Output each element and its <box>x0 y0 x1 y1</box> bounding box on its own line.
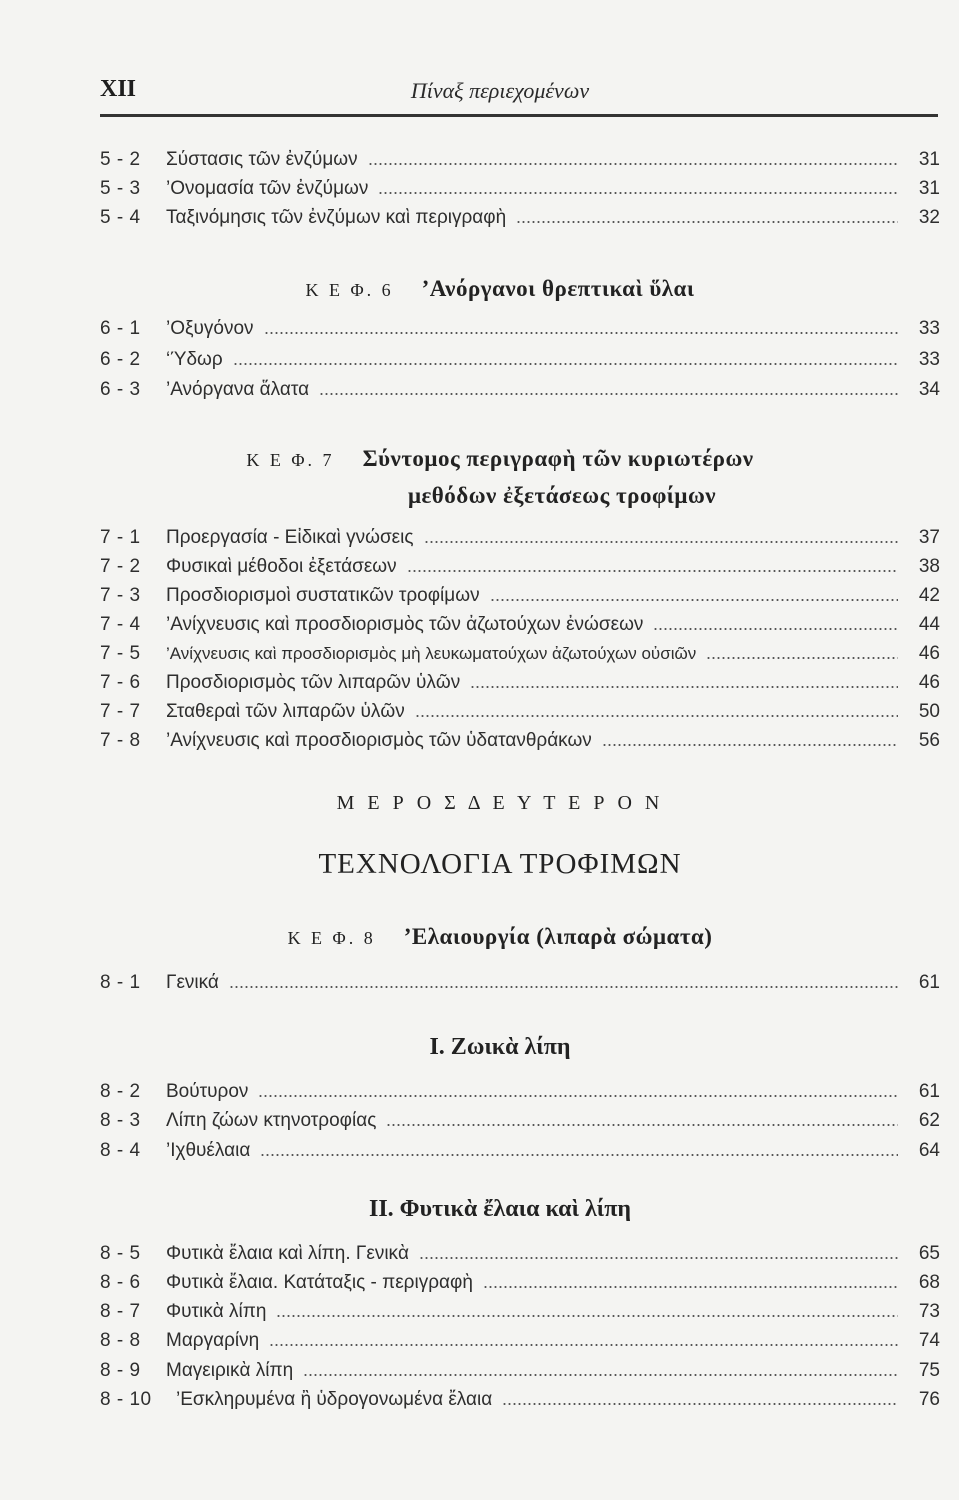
part-label: Μ Ε Ρ Ο Σ Δ Ε Υ Τ Ε Ρ Ο Ν <box>336 792 664 814</box>
entry-number: 7 - 2 <box>100 556 141 577</box>
dot-leader <box>407 570 898 572</box>
toc-entry <box>100 316 940 342</box>
toc-entry <box>100 1079 940 1105</box>
entry-number: 6 - 1 <box>100 318 141 339</box>
toc-entry <box>100 525 940 551</box>
entry-title: ‘Ύδωρ <box>166 349 223 370</box>
entry-number: 7 - 1 <box>100 527 141 548</box>
entry-number: 8 - 8 <box>100 1330 141 1351</box>
entry-number: 6 - 2 <box>100 349 141 370</box>
entry-title: Φυτικὰ ἔλαια καὶ λίπη. Γενικὰ <box>166 1243 410 1264</box>
entry-page: 32 <box>918 207 940 228</box>
entry-number: 8 - 1 <box>100 972 141 993</box>
dot-leader <box>258 1095 898 1097</box>
toc-entry <box>100 1358 940 1384</box>
toc-entry <box>100 1387 940 1413</box>
chapter-6-heading <box>0 276 959 302</box>
entry-title: ’Ανίχνευσις καὶ προσδιορισμὸς τῶν ἀζωτούχων ἐνώσεων <box>166 614 644 635</box>
entry-title: ’Οξυγόνον <box>166 318 254 339</box>
entry-page: 46 <box>918 643 940 664</box>
entry-page: 38 <box>918 556 940 577</box>
entry-number: 6 - 3 <box>100 379 141 400</box>
dot-leader <box>260 1154 898 1156</box>
entry-number: 5 - 2 <box>100 149 141 170</box>
chapter-label: Κ Ε Φ. 8 <box>287 928 376 948</box>
entry-title: Προσδιορισμὸς τῶν λιπαρῶν ὑλῶν <box>166 672 461 693</box>
entry-number: 8 - 7 <box>100 1301 141 1322</box>
toc-entry <box>100 147 940 173</box>
chapter-label: Κ Ε Φ. 7 <box>246 450 335 470</box>
dot-leader <box>319 393 898 395</box>
chapter-7-heading <box>0 446 959 472</box>
entry-title: Σταθεραὶ τῶν λιπαρῶν ὑλῶν <box>166 701 405 722</box>
entry-page: 42 <box>918 585 940 606</box>
toc-entry <box>100 377 940 403</box>
dot-leader <box>415 715 898 717</box>
entry-number: 8 - 5 <box>100 1243 141 1264</box>
dot-leader <box>424 541 898 543</box>
toc-entry <box>100 1138 940 1164</box>
dot-leader <box>378 192 898 194</box>
entry-page: 31 <box>918 149 940 170</box>
entry-title: Σύστασις τῶν ἐνζύμων <box>166 149 358 170</box>
entry-title: Προεργασία - Εἰδικαὶ γνώσεις <box>166 527 414 548</box>
entry-page: 37 <box>918 527 940 548</box>
entry-title: ’Ανίχνευσις καὶ προσδιορισμὸς τῶν ὑδατανθράκων <box>166 730 592 751</box>
chapter-title: ’Ανόργανοι θρεπτικαὶ ὕλαι <box>421 276 695 301</box>
entry-number: 8 - 10 <box>100 1389 152 1410</box>
entry-number: 8 - 2 <box>100 1081 141 1102</box>
toc-entry <box>100 641 940 667</box>
entry-page: 50 <box>918 701 940 722</box>
dot-leader <box>483 1286 898 1288</box>
entry-page: 61 <box>918 972 940 993</box>
entry-title: ’Ονομασία τῶν ἐνζύμων <box>166 178 369 199</box>
dot-leader <box>368 163 898 165</box>
dot-leader <box>264 332 898 334</box>
toc-entry <box>100 347 940 373</box>
entry-number: 5 - 3 <box>100 178 141 199</box>
entry-number: 7 - 4 <box>100 614 141 635</box>
section-heading-1: I. Ζωικὰ λίπη <box>429 1034 571 1060</box>
toc-entry <box>100 1270 940 1296</box>
entry-page: 33 <box>918 349 940 370</box>
entry-number: 8 - 6 <box>100 1272 141 1293</box>
toc-entry <box>100 970 940 996</box>
toc-entry <box>100 1299 940 1325</box>
entry-page: 34 <box>918 379 940 400</box>
dot-leader <box>602 744 898 746</box>
dot-leader <box>276 1315 898 1317</box>
toc-entry <box>100 670 940 696</box>
dot-leader <box>386 1124 898 1126</box>
entry-page: 68 <box>918 1272 940 1293</box>
dot-leader <box>233 363 898 365</box>
entry-title: Μαργαρίνη <box>166 1330 260 1351</box>
dot-leader <box>706 657 898 659</box>
toc-entry <box>100 205 940 231</box>
entry-page: 65 <box>918 1243 940 1264</box>
entry-number: 7 - 6 <box>100 672 141 693</box>
entry-page: 76 <box>918 1389 940 1410</box>
entry-number: 7 - 7 <box>100 701 141 722</box>
entry-title: ’Ιχθυέλαια <box>166 1140 251 1161</box>
entry-page: 46 <box>918 672 940 693</box>
dot-leader <box>303 1374 898 1376</box>
toc-entry <box>100 1108 940 1134</box>
page-number: XII <box>100 76 137 102</box>
entry-title: Ταξινόμησις τῶν ἐνζύμων καὶ περιγραφὴ <box>166 207 507 228</box>
dot-leader <box>419 1257 898 1259</box>
entry-number: 5 - 4 <box>100 207 141 228</box>
chapter-title-line-2: μεθόδων ἐξετάσεως τροφίμων <box>407 483 717 508</box>
entry-page: 73 <box>918 1301 940 1322</box>
chapter-label: Κ Ε Φ. 6 <box>305 280 394 300</box>
entry-number: 8 - 4 <box>100 1140 141 1161</box>
entry-title: Προσδιορισμοὶ συστατικῶν τροφίμων <box>166 585 480 606</box>
entry-title: Βούτυρον <box>166 1081 249 1102</box>
chapter-7-heading-cont <box>0 483 959 509</box>
dot-leader <box>490 599 898 601</box>
chapter-title: ’Ελαιουργία (λιπαρὰ σώματα) <box>403 924 713 949</box>
entry-title: Γενικά <box>166 972 219 993</box>
entry-page: 56 <box>918 730 940 751</box>
entry-title: Μαγειρικὰ λίπη <box>166 1360 294 1381</box>
chapter-8-heading <box>0 924 959 950</box>
toc-entry <box>100 1328 940 1354</box>
toc-entry <box>100 699 940 725</box>
dot-leader <box>470 686 898 688</box>
entry-page: 75 <box>918 1360 940 1381</box>
entry-number: 8 - 9 <box>100 1360 141 1381</box>
entry-number: 8 - 3 <box>100 1110 141 1131</box>
toc-entry <box>100 176 940 202</box>
part-title: ΤΕΧΝΟΛΟΓΙΑ ΤΡΟΦΙΜΩΝ <box>318 848 682 880</box>
toc-entry <box>100 1241 940 1267</box>
entry-number: 7 - 5 <box>100 643 141 664</box>
entry-title: Φυτικὰ λίπη <box>166 1301 267 1322</box>
entry-title: Λίπη ζώων κτηνοτροφίας <box>166 1110 377 1131</box>
chapter-title-line-1: Σύντομος περιγραφὴ τῶν κυριωτέρων <box>362 446 754 471</box>
entry-number: 7 - 8 <box>100 730 141 751</box>
entry-page: 31 <box>918 178 940 199</box>
entry-page: 33 <box>918 318 940 339</box>
entry-page: 64 <box>918 1140 940 1161</box>
dot-leader <box>502 1403 898 1405</box>
toc-entry <box>100 554 940 580</box>
dot-leader <box>516 221 898 223</box>
entry-number: 7 - 3 <box>100 585 141 606</box>
entry-page: 62 <box>918 1110 940 1131</box>
toc-entry <box>100 612 940 638</box>
entry-page: 44 <box>918 614 940 635</box>
dot-leader <box>653 628 898 630</box>
section-heading-2: II. Φυτικὰ ἔλαια καὶ λίπη <box>368 1196 631 1222</box>
entry-title: Φυσικαὶ μέθοδοι ἐξετάσεων <box>166 556 397 577</box>
entry-title: ’Ανίχνευσις καὶ προσδιορισμὸς μὴ λευκωματούχων ἀζωτούχων οὐσιῶν <box>166 644 697 663</box>
running-title: Πίναξ περιεχομένων <box>410 78 590 103</box>
dot-leader <box>229 986 898 988</box>
entry-page: 74 <box>918 1330 940 1351</box>
entry-title: ’Ανόργανα ἅλατα <box>166 379 310 400</box>
entry-title: ’Εσκληρυμένα ἢ ὑδρογονωμένα ἔλαια <box>176 1389 493 1410</box>
dot-leader <box>269 1344 898 1346</box>
entry-page: 61 <box>918 1081 940 1102</box>
entry-title: Φυτικὰ ἔλαια. Κατάταξις - περιγραφὴ <box>166 1272 473 1293</box>
header-rule <box>100 114 938 117</box>
toc-entry <box>100 583 940 609</box>
toc-entry <box>100 728 940 754</box>
